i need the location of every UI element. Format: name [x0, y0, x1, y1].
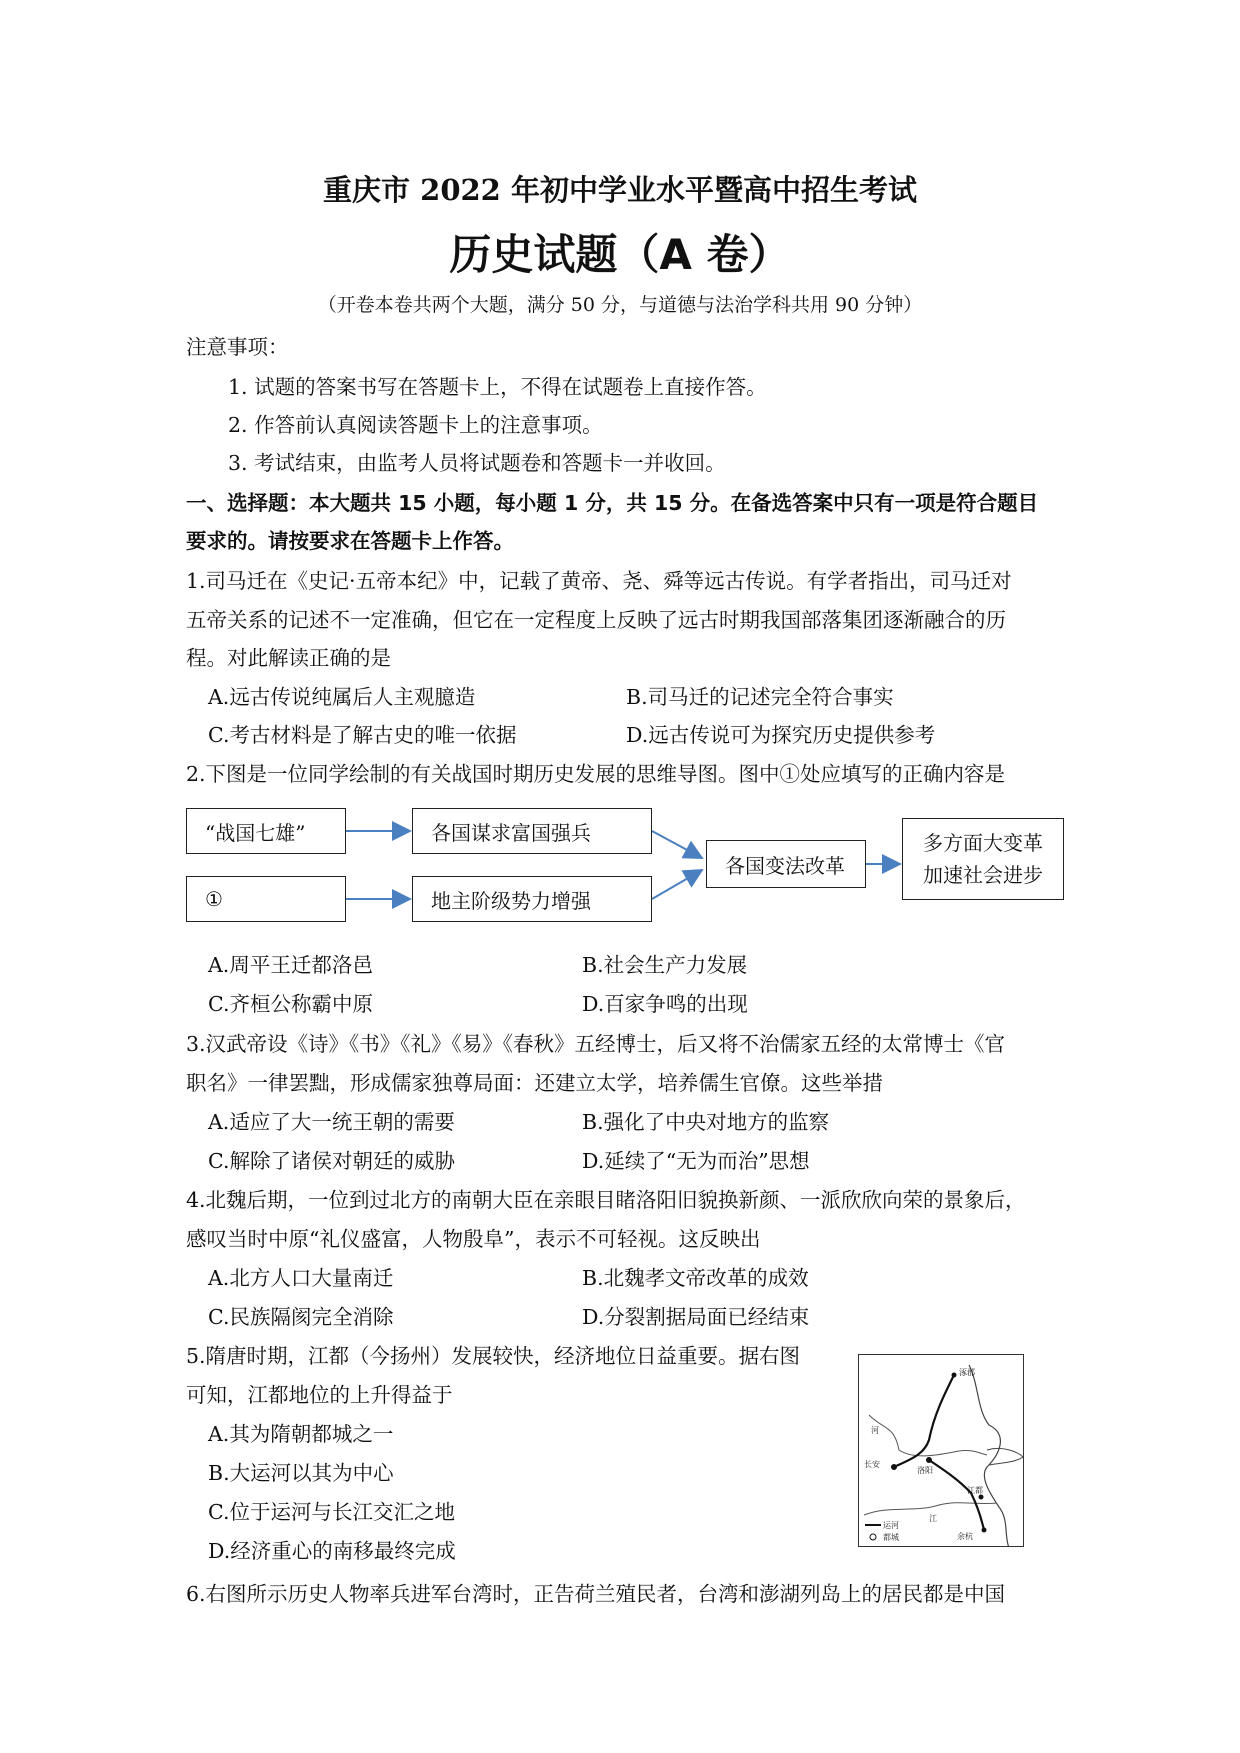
option-b[interactable]: B.北魏孝文帝改革的成效 — [582, 1266, 809, 1290]
section-heading: 一、选择题：本大题共 15 小题，每小题 1 分，共 15 分。在备选答案中只有一项是符合题目 — [186, 491, 1039, 515]
option-c[interactable]: C.齐桓公称霸中原 — [208, 992, 373, 1016]
diagram-box-landlord — [412, 876, 652, 922]
box-label: “战国七雄” — [205, 820, 306, 845]
option-b[interactable]: B.司马迁的记述完全符合事实 — [626, 685, 894, 709]
box-label: ① — [205, 887, 223, 911]
option-a[interactable]: A.周平王迁都洛邑 — [208, 953, 373, 977]
map-label: 河 — [871, 1426, 879, 1435]
box-label: 加速社会进步 — [923, 863, 1043, 887]
question-text: 5.隋唐时期，江都（今扬州）发展较快，经济地位日益重要。据右图 — [186, 1344, 801, 1368]
diagram-box-strengthen — [412, 808, 652, 854]
arrow — [652, 831, 702, 858]
box-label: 各国谋求富国强兵 — [431, 820, 591, 845]
notice-heading: 注意事项： — [186, 335, 289, 359]
map-label: 江都 — [967, 1486, 983, 1495]
exam-title: 重庆市 2022 年初中学业水平暨高中招生考试 — [323, 173, 917, 207]
option-b[interactable]: B.大运河以其为中心 — [208, 1461, 394, 1485]
diagram-box-blank — [186, 876, 346, 922]
legend-label: 运河 — [883, 1521, 899, 1530]
option-c[interactable]: C.解除了诸侯对朝廷的威胁 — [208, 1149, 455, 1173]
option-a[interactable]: A.其为隋朝都城之一 — [208, 1422, 394, 1446]
map-label: 江 — [929, 1514, 937, 1523]
option-a[interactable]: A.适应了大一统王朝的需要 — [208, 1110, 455, 1134]
option-d[interactable]: D.延续了“无为而治”思想 — [582, 1149, 810, 1173]
map-label: 长安 — [864, 1460, 880, 1469]
map-label: 涿郡 — [959, 1368, 975, 1377]
option-d[interactable]: D.远古传说可为探究历史提供参考 — [626, 723, 936, 747]
option-d[interactable]: D.分裂割据局面已经结束 — [582, 1305, 810, 1329]
box-label: 各国变法改革 — [725, 853, 845, 878]
question-text: 3.汉武帝设《诗》《书》《礼》《易》《春秋》五经博士，后又将不治儒家五经的太常博士《官 — [186, 1032, 1006, 1056]
box-label: 地主阶级势力增强 — [431, 888, 591, 913]
question-text: 2.下图是一位同学绘制的有关战国时期历史发展的思维导图。图中①处应填写的正确内容是 — [186, 762, 1006, 786]
option-c[interactable]: C.位于运河与长江交汇之地 — [208, 1500, 455, 1524]
option-d[interactable]: D.经济重心的南移最终完成 — [208, 1539, 456, 1563]
option-b[interactable]: B.强化了中央对地方的监察 — [582, 1110, 830, 1134]
arrow — [652, 870, 702, 899]
box-label: 多方面大变革 — [923, 831, 1043, 855]
option-b[interactable]: B.社会生产力发展 — [582, 953, 748, 977]
exam-note: （开卷本卷共两个大题，满分 50 分，与道德与法治学科共用 90 分钟） — [317, 294, 923, 316]
option-d[interactable]: D.百家争鸣的出现 — [582, 992, 748, 1016]
question-text: 五帝关系的记述不一定准确，但它在一定程度上反映了远古时期我国部落集团逐渐融合的历 — [186, 608, 1006, 632]
map-label: 洛阳 — [917, 1466, 933, 1475]
option-a[interactable]: A.北方人口大量南迁 — [208, 1266, 394, 1290]
paper-subtitle: 历史试题（A 卷） — [449, 230, 791, 279]
question-text: 程。对此解读正确的是 — [186, 646, 391, 670]
option-c[interactable]: C.民族隔阂完全消除 — [208, 1305, 394, 1329]
grand-canal-map — [858, 1354, 1024, 1547]
option-a[interactable]: A.远古传说纯属后人主观臆造 — [208, 685, 476, 709]
question-text: 感叹当时中原“礼仪盛富，人物殷阜”，表示不可轻视。这反映出 — [186, 1227, 761, 1251]
map-label: 余杭 — [957, 1532, 973, 1541]
diagram-box-result — [902, 818, 1064, 900]
question-text: 6.右图所示历史人物率兵进军台湾时，正告荷兰殖民者，台湾和澎湖列岛上的居民都是中国 — [186, 1582, 1006, 1606]
map-drawing — [859, 1355, 1024, 1547]
notice-item: 3. 考试结束，由监考人员将试题卷和答题卡一并收回。 — [228, 451, 726, 475]
section-heading: 要求的。请按要求在答题卡上作答。 — [186, 529, 514, 553]
diagram-box-reform — [706, 840, 866, 888]
question-text: 1.司马迁在《史记·五帝本纪》中，记载了黄帝、尧、舜等远古传说。有学者指出，司马迁对 — [186, 569, 1012, 593]
notice-item: 1. 试题的答案书写在答题卡上，不得在试题卷上直接作答。 — [228, 375, 767, 399]
question-text: 职名》一律罢黜，形成儒家独尊局面：还建立太学，培养儒生官僚。这些举措 — [186, 1071, 883, 1095]
question-text: 4.北魏后期，一位到过北方的南朝大臣在亲眼目睹洛阳旧貌换新颜、一派欣欣向荣的景象后， — [186, 1188, 1026, 1212]
notice-item: 2. 作答前认真阅读答题卡上的注意事项。 — [228, 413, 603, 437]
option-c[interactable]: C.考古材料是了解古史的唯一依据 — [208, 723, 517, 747]
question-text: 可知，江都地位的上升得益于 — [186, 1383, 453, 1407]
diagram-box-warring-states — [186, 808, 346, 854]
legend-label: 都城 — [883, 1533, 899, 1542]
